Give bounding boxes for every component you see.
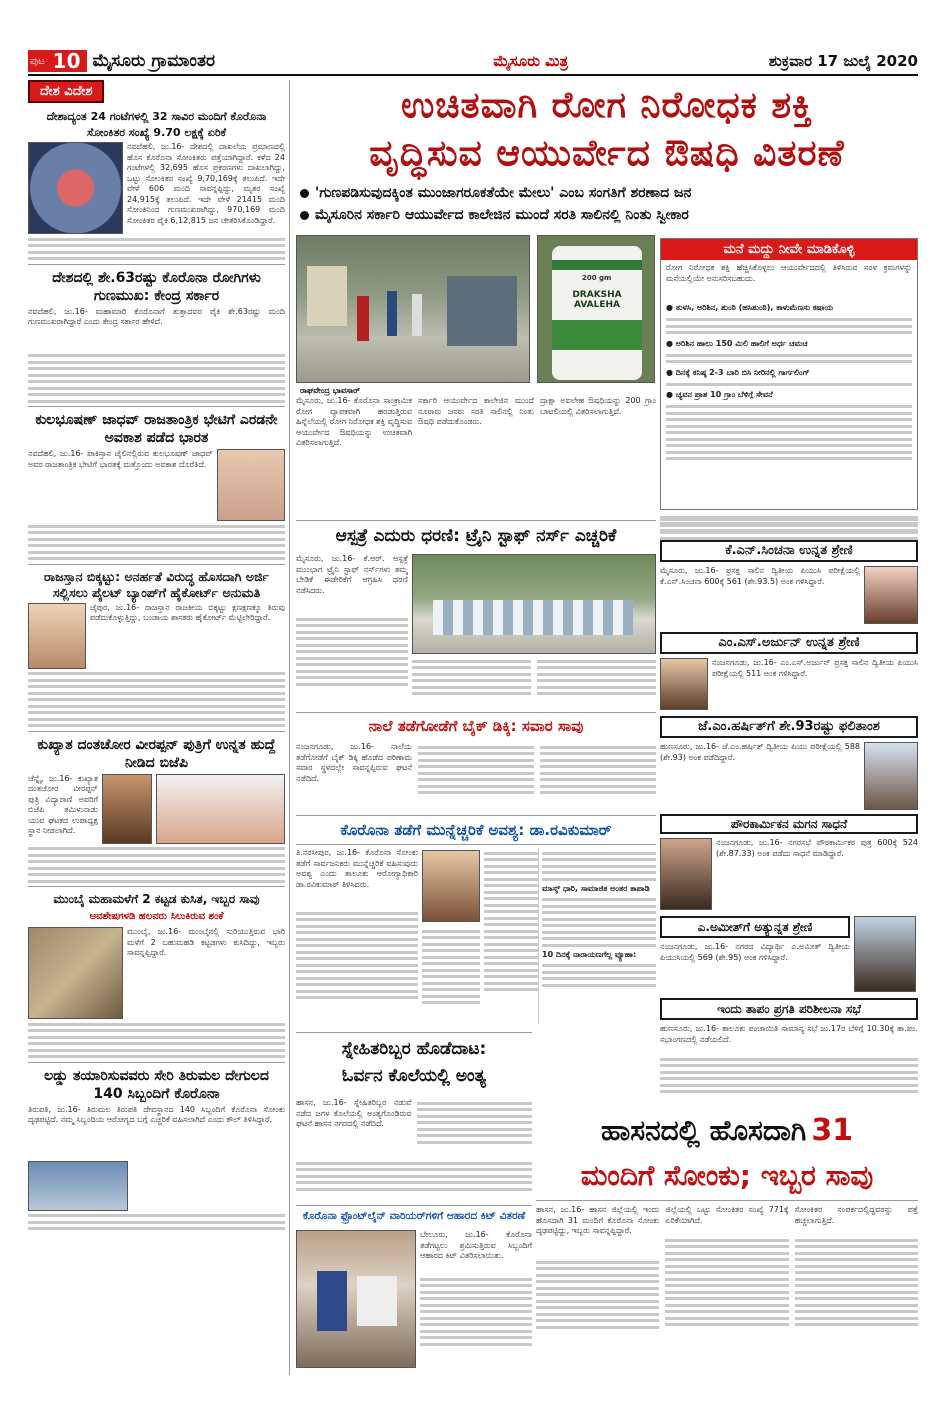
remedy-item: ● ದಿನಕ್ಕೆ ಕನಿಷ್ಠ 2-3 ಬಾರಿ ಬಿಸಿ ನೀರಿನಲ್ಲಿ ಗಾರ್ಗಲಿಂಗ್ <box>666 367 810 377</box>
story-body: ಹುಣಸೂರು, ಜು.16- ಜೆ.ಎಂ.ಹರ್ಷಿತ್ ದ್ವಿತೀಯ ಪಿಯು ಪರೀಕ್ಷೆಯಲ್ಲಿ 588 (ಶೇ.93) ಅಂಕ ಪಡೆದಿದ್ದಾರೆ. <box>660 742 860 762</box>
student-photo <box>660 838 712 910</box>
result-item <box>660 658 918 710</box>
result-headline: ಕೆ.ಎನ್.ಸಿಂಚನಾ ಉನ್ನತ ಶ್ರೇಣಿ <box>660 540 918 562</box>
hassan-body <box>536 1200 918 1370</box>
protest-body-right <box>412 656 656 706</box>
story-headline: ನಾಲೆ ತಡೆಗೋಡೆಗೆ ಬೈಕ್ ಡಿಕ್ಕಿ: ಸವಾರ ಸಾವು <box>368 717 584 735</box>
student-photo <box>864 742 918 810</box>
covid-body-mid <box>422 926 480 1026</box>
remedy-item: ● ಅರಿಶಿನ ಹಾಲು 150 ಮಿಲಿ ಹಾಲಿಗೆ ಅರ್ಧ ಚಮಚ <box>666 338 808 348</box>
story-body: ನವದೆಹಲಿ, ಜು.16- ಮಹಾಮಾರಿ ಕೊರೊನಾಗೆ ತುತ್ತಾದವರ ಪೈಕಿ ಶೇ.63ರಷ್ಟು ಮಂದಿ ಗುಣಮುಖರಾಗಿದ್ದಾರೆ ಎಂದು ಕೇಂದ್ರ ಸರ್ಕಾರ ಹೇಳಿದೆ. <box>28 306 285 326</box>
queue-photo <box>296 235 530 383</box>
result-item <box>660 942 850 992</box>
story-body: ಮುಂಬೈ, ಜು.16- ಮುಂಬೈನಲ್ಲಿ ಸುರಿಯುತ್ತಿರುವ ಭಾರಿ ಮಳೆಗೆ 2 ಬಹುಮಹಡಿ ಕಟ್ಟಡಗಳು ಕುಸಿದಿದ್ದು, ಇಬ್ಬರು ಸಾವನ್ನಪ್ಪಿದ್ದಾರೆ. <box>127 927 285 957</box>
story-body: ನಂಜನಗೂಡು, ಜು.16- ನಗರದ ವಿದ್ಯಾರ್ಥಿ ಎ.ಅಮೀತ್ ದ್ವಿತೀಯ ಪಿಯುಸಿಯಲ್ಲಿ 569 (ಶೇ.95) ಅಂಕ ಗಳಿಸಿದ್ದಾರೆ. <box>660 942 850 962</box>
result-item <box>660 742 918 810</box>
accident-body <box>296 742 656 812</box>
hassan-headline-part: ಹಾಸನದಲ್ಲಿ ಹೊಸದಾಗಿ <box>600 1114 807 1147</box>
event-photo <box>156 774 285 844</box>
story-headline: ಮುಂಬೈ ಮಹಾಮಳೆಗೆ 2 ಕಟ್ಟಡ ಕುಸಿತ, ಇಬ್ಬರ ಸಾವು <box>53 892 260 906</box>
student-photo <box>660 658 708 710</box>
remedy-item: ● ತುಳಸಿ, ಅರಿಶಿನ, ಶುಂಠಿ (ಹಸಿಶುಂಠಿ), ಕಾಳುಮೆಣಸು ಕಷಾಯ <box>666 303 834 312</box>
story-body: ಹಾಸನ, ಜು.16- ಸ್ನೇಹಿತರಿಬ್ಬರ ನಡುವೆ ನಡೆದ ಜಗಳ ಕೊಲೆಯಲ್ಲಿ ಅಂತ್ಯಗೊಂಡಿರುವ ಘಟನೆ ಹಾಸನ ನಗರದಲ್ಲಿ ನಡೆದಿದೆ. <box>296 1098 412 1128</box>
story-headline: ಕೊರೊನಾ ತಡೆಗೆ ಮುನ್ನೆಚ್ಚರಿಕೆ ಅವಶ್ಯ: ಡಾ.ರವಿಕುಮಾರ್ <box>340 821 612 839</box>
story-body: ಜಿಲ್ಲೆಯಲ್ಲಿ ಒಟ್ಟು ಸೋಂಕಿತರ ಸಂಖ್ಯೆ 771ಕ್ಕೆ ಏರಿಕೆಯಾಗಿದೆ. <box>665 1205 789 1225</box>
story-headline: ಲಡ್ಡು ತಯಾರಿಸುವವರು ಸೇರಿ ತಿರುಮಲ ದೇಗುಲದ 140 ಸಿಬ್ಬಂದಿಗೆ ಕೊರೊನಾ <box>44 1067 269 1102</box>
portrait-photo <box>102 774 152 844</box>
lead-bullets <box>300 182 915 226</box>
story-headline: ದೇಶಾದ್ಯಂತ 24 ಗಂಟೆಗಳಲ್ಲಿ 32 ಸಾವಿರ ಮಂದಿಗೆ ಕೊರೊನಾ <box>46 110 267 123</box>
hassan-headline-part: ಮಂದಿಗೆ ಸೋಂಕು; ಇಬ್ಬರ ಸಾವು <box>580 1159 874 1192</box>
covid-subhead: ಮಾಸ್ಕ್ ಧಾರಿ, ಸಾಮಾಜಿಕ ಅಂತರ ಕಾಪಾಡಿ <box>542 884 650 893</box>
story-body: ನವದೆಹಲಿ, ಜು.16- ಪಾಕಿಸ್ತಾನ ಜೈಲಿನಲ್ಲಿರುವ ಕುಲಭೂಷಣ್ ಜಾಧವ್ ಅವರ ರಾಜತಾಂತ್ರಿಕ ಭೇಟಿಗೆ ಭಾರತಕ್ಕೆ ಮತ್ತೊಂದು ಅವಕಾಶ ದೊರೆತಿದೆ. <box>28 449 213 469</box>
story-body: ನವದೆಹಲಿ, ಜು.16- ದೇಶದಲ್ಲಿ ದಾಖಲೆಯ ಪ್ರಮಾಣದಲ್ಲಿ ಹೊಸ ಕೊರೊನಾ ಸೋಂಕಿತರು ಪತ್ತೆಯಾಗಿದ್ದಾರೆ. ಕಳೆದ 24 ಗಂಟೆಗಳಲ್ಲಿ 32,695 ಹೊಸ ಪ್ರಕರಣಗಳು ದಾಖಲಾಗಿದ್ದು, ಒಟ್ಟು ಸೋಂಕಿತರ ಸಂಖ್ಯೆ 9,70,169ಕ್ಕೆ ತಲುಪಿದೆ. ಇದೇ ವೇಳೆ 606 ಮಂದಿ ಸಾವನ್ನಪ್ಪಿದ್ದು, ಮೃತರ ಸಂಖ್ಯೆ 24,915ಕ್ಕೆ ತಲುಪಿದೆ. ಇದೇ ವೇಳೆ 21415 ಮಂದಿ ಸೋಂಕಿನಿಂದ ಗುಣಮುಖರಾಗಿದ್ದು, 970,169 ಮಂದಿ ಸೋಂಕಿತರ ಪೈಕಿ 6,12,815 ಜನ ಚೇತರಿಸಿಕೊಂಡಿದ್ದಾರೆ. <box>127 142 285 225</box>
collapse-photo <box>28 927 123 1019</box>
murder-headline-box <box>296 1032 532 1094</box>
murder-body <box>296 1098 532 1156</box>
doctor-portrait <box>422 850 480 922</box>
story-subheadline: ಸೋಂಕಿತರ ಸಂಖ್ಯೆ 9.70 ಲಕ್ಷಕ್ಕೆ ಏರಿಕೆ <box>86 126 227 139</box>
accident-headline-box <box>296 712 656 740</box>
hassan-headline-box <box>536 1110 918 1196</box>
story-body: ತಿ.ನರಸೀಪುರ, ಜು.16- ಕೊರೊನಾ ಸೋಂಕು ತಡೆಗೆ ಸಾರ್ವಜನಿಕರು ಮುನ್ನೆಚ್ಚರಿಕೆ ವಹಿಸುವುದು ಅವಶ್ಯ ಎಂದು ತಾಲೂಕು ಆರೋಗ್ಯಾಧಿಕಾರಿ ಡಾ.ರವಿಕುಮಾರ್ ತಿಳಿಸಿದರು. <box>296 848 418 889</box>
temple-photo <box>28 1161 128 1211</box>
story-body: ಜೈಪುರ, ಜು.16- ರಾಜಸ್ತಾನ ರಾಜಕೀಯ ಬಿಕ್ಕಟ್ಟು ಕ್ಷಣಕ್ಷಣಕ್ಕೂ ತಿರುವು ಪಡೆದುಕೊಳ್ಳುತ್ತಿದ್ದು, ಬಂಡಾಯ ಶಾಸಕರು ಹೈಕೋರ್ಟ್ ಮೆಟ್ಟಿಲೇರಿದ್ದಾರೆ. <box>90 602 285 622</box>
murder-body-more <box>296 1158 532 1202</box>
home-remedies-intro: ರೋಗ ನಿರೋಧಕ ಶಕ್ತಿ ಹೆಚ್ಚಿಸಿಕೊಳ್ಳಲು ಆಯುರ್ವೇದದಲ್ಲಿ ತಿಳಿಸಿರುವ ಸರಳ ಕ್ರಮಗಳನ್ನು ಮನೆಯಲ್ಲಿಯೇ ಅನುಸರಿಸಬಹುದು. <box>666 263 912 283</box>
result-headline: ಜೆ.ಎಂ.ಹರ್ಷಿತ್‌ಗೆ ಶೇ.93ರಷ್ಟು ಫಲಿತಾಂಶ <box>660 716 918 738</box>
story-body: ನಂಜನಗೂಡು, ಜು.16- ನಗರಸಭೆ ಪೌರಕಾರ್ಮಿಕರ ಪುತ್ರ 600ಕ್ಕೆ 524 (ಶೇ.87.33) ಅಂಕ ಪಡೆದು ಸಾಧನೆ ಮಾಡಿದ್ದಾರೆ. <box>716 838 918 858</box>
story-body: ಮೈಸೂರು, ಜು.16- ಕೆ.ಆರ್. ಆಸ್ಪತ್ರೆ ಮುಂಭಾಗ ಟ್ರೈನಿ ಸ್ಟಾಫ್ ನರ್ಸ್‌ಗಳು ತಮ್ಮ ಬೇಡಿಕೆ ಈಡೇರಿಕೆಗೆ ಆಗ್ರಹಿಸಿ ಧರಣಿ ನಡೆಸಿದರು. <box>296 554 408 595</box>
kit-headline-box <box>296 1205 532 1227</box>
lead-headline-line1: ಉಚಿತವಾಗಿ ರೋಗ ನಿರೋಧಕ ಶಕ್ತಿ <box>401 85 813 126</box>
story-headline: ರಾಜಸ್ತಾನ ಬಿಕ್ಕಟ್ಟು: ಅನರ್ಹತೆ ವಿರುದ್ಧ ಹೊಸದಾಗಿ ಅರ್ಜಿ ಸಲ್ಲಿಸಲು ಪೈಲಟ್ ಬ್ಯಾಂಪ್‌ಗೆ ಹೈಕೋರ್ಟ್ ಅನುಮತಿ <box>44 568 269 600</box>
result-headline: ಎ.ಅಮೀತ್‌ಗೆ ಅತ್ಯುನ್ನತ ಶ್ರೇಣಿ <box>660 916 850 938</box>
lead-bullet: ಮೈಸೂರಿನ ಸರ್ಕಾರಿ ಆಯುರ್ವೇದ ಕಾಲೇಜಿನ ಮುಂದೆ ಸರತಿ ಸಾಲಿನಲ್ಲಿ ನಿಂತು ಸ್ವೀಕಾರ <box>300 204 915 226</box>
story-headline: ಓರ್ವನ ಕೊಲೆಯಲ್ಲಿ ಅಂತ್ಯ <box>342 1066 486 1086</box>
story-body: ಬೇಲೂರು, ಜು.16- ಕೊರೊನಾ ತಡೆಗಟ್ಟಲು ಶ್ರಮಿಸುತ್ತಿರುವ ಸಿಬ್ಬಂದಿಗೆ ಆಹಾರದ ಕಿಟ್ ವಿತರಿಸಲಾಯಿತು. <box>420 1230 532 1260</box>
story-body: ಹಾಸನ, ಜು.16- ಹಾಸನ ಜಿಲ್ಲೆಯಲ್ಲಿ ಇಂದು ಹೊಸದಾಗಿ 31 ಮಂದಿಗೆ ಕೊರೊನಾ ಸೋಂಕು ದೃಢಪಟ್ಟಿದ್ದು, ಇಬ್ಬರು ಸಾವನ್ನಪ್ಪಿದ್ದಾರೆ. <box>536 1205 660 1235</box>
story-body: ಮೈಸೂರು, ಜು.16- ಕೊರೊನಾ ಸಾಂಕ್ರಾಮಿಕ ರೋಗ ವ್ಯಾಪಕವಾಗಿ ಹರಡುತ್ತಿರುವ ಹಿನ್ನೆಲೆಯಲ್ಲಿ ರೋಗ ನಿರೋಧಕ ಶಕ್ತಿ ವೃದ್ಧಿಸುವ ಆಯುರ್ವೇದ ಔಷಧಿಯನ್ನು ಉಚಿತವಾಗಿ ವಿತರಿಸಲಾಗುತ್ತಿದೆ. <box>296 396 412 447</box>
portrait-photo <box>28 603 86 669</box>
medicine-bottle-photo <box>537 235 655 383</box>
notice-headline: ಇಂದು ತಾಪಂ ಪ್ರಗತಿ ಪರಿಶೀಲನಾ ಸಭೆ <box>660 998 918 1020</box>
result-item <box>660 838 918 910</box>
story-headline: ಕೊರೊನಾ ಫ್ರೊಂಟ್‌ಲೈನ್ ವಾರಿಯರ್‌ಗಳಿಗೆ ಆಹಾರದ ಕಿಟ್ ವಿತರಣೆ <box>302 1210 526 1222</box>
national-news-column <box>28 80 290 1375</box>
story-body: ಸೋಂಕಿತರ ಸಂಪರ್ಕದಲ್ಲಿದ್ದವರನ್ನು ಪತ್ತೆ ಹಚ್ಚಲಾಗುತ್ತಿದೆ. <box>794 1205 918 1225</box>
student-photo <box>864 566 918 624</box>
covid-subhead: 10 ದಿನಕ್ಕೆ ನಾರಾಯಣಗೆಲ್ಲ ವ್ಯೂಹಾ: <box>542 950 637 959</box>
protest-photo <box>412 554 656 654</box>
story-headline: ಆಸ್ಪತ್ರೆ ಎದುರು ಧರಣಿ: ಟ್ರೈನಿ ಸ್ಟಾಫ್ ನರ್ಸ್ ಎಚ್ಚರಿಕೆ <box>335 526 617 546</box>
issue-date: ಶುಕ್ರವಾರ 17 ಜುಲೈ 2020 <box>768 52 918 70</box>
story-body: ನಂಜನಗೂಡು, ಜು.16- ಎಂ.ಎಸ್.ಅರ್ಜುನ್ ಪ್ರಸಕ್ತ ಸಾಲಿನ ದ್ವಿತೀಯ ಪಿಯುಸಿ ಪರೀಕ್ಷೆಯಲ್ಲಿ 511 ಅಂಕ ಗಳಿಸಿದ್ದಾರೆ. <box>712 658 918 678</box>
story-body: ತಿರುಪತಿ, ಜು.16- ತಿರುಮಲ ತಿರುಪತಿ ದೇವಸ್ಥಾನದ 140 ಸಿಬ್ಬಂದಿಗೆ ಕೊರೊನಾ ಸೋಂಕು ದೃಢಪಟ್ಟಿದೆ. ನಮ್ಮ ಸಿಬ್ಬಂದಿಯ ಆರೋಗ್ಯದ ಬಗ್ಗೆ ಎಚ್ಚರಿಕೆ ವಹಿಸಲಾಗಿದೆ ಎಂದು ಕೌಲ್ ತಿಳಿಸಿದ್ದಾರೆ. <box>28 1104 285 1124</box>
bottle-label: DRAKSHA AVALEHA <box>572 290 622 310</box>
hassan-headline-count: 31 <box>811 1113 854 1148</box>
story-body: ದ್ರಾಕ್ಷಾ ಅವಲೇಹ ಔಷಧಿಯನ್ನು 200 ಗ್ರಾಂ ಬಾಟಲಿಯಲ್ಲಿ ವಿತರಿಸಲಾಗುತ್ತಿದೆ. <box>540 396 656 416</box>
section-tag: ದೇಶ ವಿದೇಶ <box>28 80 104 103</box>
story-headline: ಸ್ನೇಹಿತರಿಬ್ಬರ ಹೊಡೆದಾಟ: <box>341 1039 487 1059</box>
lead-body <box>296 396 656 518</box>
story-body: ಮೈಸೂರು, ಜು.16- ಪ್ರಸಕ್ತ ಸಾಲಿನ ದ್ವಿತೀಯ ಪಿಯುಸಿ ಪರೀಕ್ಷೆಯಲ್ಲಿ ಕೆ.ಎನ್.ಸಿಂಚನಾ 600ಕ್ಕೆ 561 (ಶೇ.93.5) ಅಂಕ ಗಳಿಸಿದ್ದಾರೆ. <box>660 566 860 586</box>
page-number: 10 <box>47 50 87 72</box>
remedy-item: ● ಚ್ಯವನ ಪ್ರಾಶ 10 ಗ್ರಾಂ ಬೆಳಿಗ್ಗೆ ಸೇವನೆ <box>666 390 773 399</box>
edition-name: ಮೈಸೂರು ಗ್ರಾಮಾಂತರ <box>92 51 215 71</box>
student-photo <box>854 916 916 992</box>
covid-sidebar <box>538 848 656 1024</box>
covid-headline-box <box>296 815 656 845</box>
kit-distribution-photo <box>296 1230 416 1368</box>
newspaper-name: ಮೈಸೂರು ಮಿತ್ರ <box>493 52 569 70</box>
lead-headline <box>296 82 918 178</box>
protest-body-left <box>296 554 408 704</box>
result-item <box>660 566 918 624</box>
lead-bullet: 'ಗುಣಪಡಿಸುವುದಕ್ಕಿಂತ ಮುಂಜಾಗರೂಕತೆಯೇ ಮೇಲು' ಎಂಬ ಸಂಗತಿಗೆ ಶರಣಾದ ಜನ <box>300 182 915 204</box>
portrait-photo <box>217 449 285 521</box>
story-headline: ಕುಲಭೂಷಣ್ ಜಾಧವ್ ರಾಜತಾಂತ್ರಿಕ ಭೇಟಿಗೆ ಎರಡನೇ ಅವಕಾಶ ಪಡೆದ ಭಾರತ <box>35 412 278 446</box>
hassan-headline <box>536 1110 918 1156</box>
bottle-weight: 200 gm <box>582 274 612 282</box>
photo-credit: ರಾಘವೇಂದ್ರ ಭಾವಸಾರ್ <box>300 386 360 395</box>
masthead <box>28 48 918 76</box>
result-headline: ಎಂ.ಎಸ್.ಅರ್ಜುನ್ ಉನ್ನತ ಶ್ರೇಣಿ <box>660 632 918 654</box>
story-body: ಸರ್ಕಾರಿ ಆಯುರ್ವೇದ ಕಾಲೇಜಿನ ಮುಂದೆ ನೂರಾರು ಜನರು ಸರತಿ ಸಾಲಿನಲ್ಲಿ ನಿಂತು ಔಷಧಿ ಪಡೆದುಕೊಂಡರು. <box>418 396 534 426</box>
story-body: ಚೆನ್ನೈ, ಜು.16- ಕುಖ್ಯಾತ ದಂತಚೋರ ವೀರಪ್ಪನ್ ಪುತ್ರಿ ವಿದ್ಯಾರಾಣಿ ಅವರಿಗೆ ಬಿಜೆಪಿ ತಮಿಳುನಾಡು ಯುವ ಘಟಕದ ಉಪಾಧ್ಯಕ್ಷ ಸ್ಥಾನ ನೀಡಲಾಗಿದೆ. <box>28 773 98 835</box>
home-remedies-box <box>660 238 918 510</box>
virus-image <box>28 142 123 234</box>
result-headline: ಪೌರಕಾರ್ಮಿಕನ ಮಗನ ಸಾಧನೆ <box>660 814 918 834</box>
notice-body <box>660 1024 918 1104</box>
protest-headline-box <box>296 520 656 550</box>
covid-body-left <box>296 848 418 1028</box>
home-remedies-title: ಮನೆ ಮದ್ದು ನೀವೇ ಮಾಡಿಕೊಳ್ಳಿ <box>661 239 917 260</box>
lead-headline-line2: ವೃದ್ಧಿಸುವ ಆಯುರ್ವೇದ ಔಷಧಿ ವಿತರಣೆ <box>369 133 845 174</box>
story-body: ಹುಣಸೂರು, ಜು.16- ತಾಲೂಕು ಪಂಚಾಯಿತಿ ಸಾಮಾನ್ಯ ಸಭೆ ಜು.17ರ ಬೆಳಿಗ್ಗೆ 10.30ಕ್ಕೆ ತಾ.ಪಂ. ಸಭಾಂಗಣದಲ್ಲಿ ನಡೆಯಲಿದೆ. <box>660 1024 918 1044</box>
kit-body <box>420 1230 532 1370</box>
story-body: ನಂಜನಗೂಡು, ಜು.16- ನಾಲೆಯ ತಡೆಗೋಡೆಗೆ ಬೈಕ್ ಡಿಕ್ಕಿ ಹೊಡೆದ ಪರಿಣಾಮ ಸವಾರ ಸ್ಥಳದಲ್ಲೇ ಸಾವನ್ನಪ್ಪಿರುವ ಘಟನೆ ನಡೆದಿದೆ. <box>296 742 412 783</box>
story-subheadline: ಅವಶೇಷಗಳಡಿ ಹಲವರು ಸಿಲುಕಿರುವ ಶಂಕೆ <box>89 911 224 922</box>
remedies-continuation <box>660 512 918 538</box>
page-label: ಪುಟ <box>28 50 47 72</box>
story-headline: ಕುಖ್ಯಾತ ದಂತಚೋರ ವೀರಪ್ಪನ್ ಪುತ್ರಿಗೆ ಉನ್ನತ ಹುದ್ದೆ ನೀಡಿದ ಬಿಜೆಪಿ <box>37 736 276 771</box>
story-headline: ದೇಶದಲ್ಲಿ ಶೇ.63ರಷ್ಟು ಕೊರೊನಾ ರೋಗಿಗಳು ಗುಣಮುಖ: ಕೇಂದ್ರ ಸರ್ಕಾರ <box>52 269 261 304</box>
